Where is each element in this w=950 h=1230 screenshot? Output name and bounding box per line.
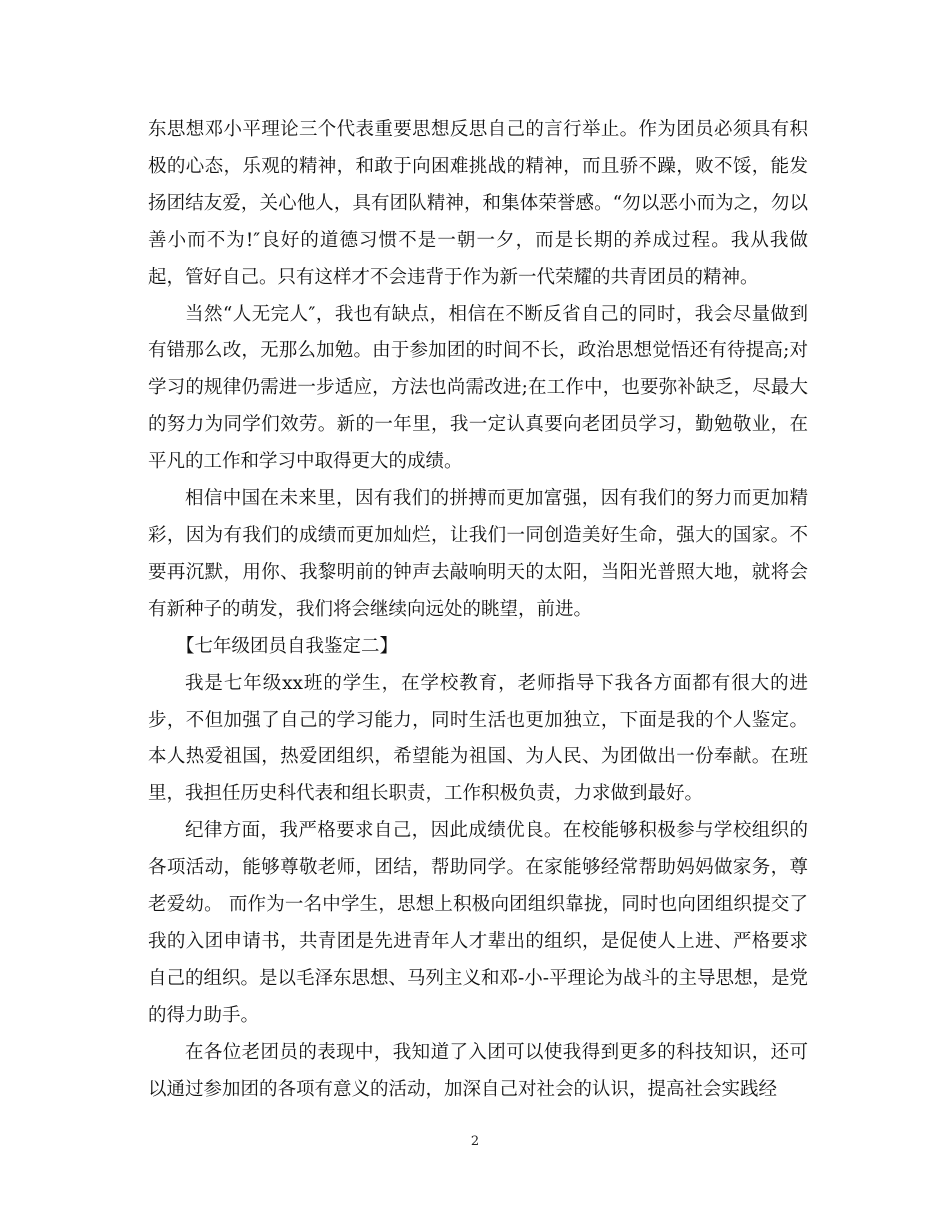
paragraph: 当然“人无完人″，我也有缺点，相信在不断反省自己的同时，我会尽量做到有错那么改，无那么加勉。由于参加团的时间不长，政治思想觉悟还有待提高;对学习的规律仍需进一步适应，方法也尚需改进;在工作中，也要弥补缺乏，尽最大的努力为同学们效劳。新的一年里，我一定认真要向老团员学习，勤勉敬业，在平凡的工作和学习中取得更大的成绩。: [148, 303, 808, 473]
section-heading: 【七年级团员自我鉴定二】: [176, 635, 399, 657]
paragraph: 东思想邓小平理论三个代表重要思想反思自己的言行举止。作为团员必须具有积极的心态，乐观的精神，和敢于向困难挑战的精神，而且骄不躁，败不馁，能发扬团结友爱，关心他人，具有团队精神，和集体荣誉感。“勿以恶小而为之，勿以善小而不为!″良好的道德习惯不是一朝一夕，而是长期的养成过程。我从我做起，管好自己。只有这样才不会违背于作为新一代荣耀的共青团员的精神。: [148, 119, 808, 288]
paragraph: 纪律方面，我严格要求自己，因此成绩优良。在校能够积极参与学校组织的各项活动，能够尊敬老师，团结，帮助同学。在家能够经常帮助妈妈做家务，尊老爱幼。 而作为一名中学生，思想上积极向团组织靠拢，同时也向团组织提交了我的入团申请书，共青团是先进青年人才辈出的组织，是促使人上进、严格要求自己的组织。是以毛泽东思想、马列主义和邓-小-平理论为战斗的主导思想，是党的得力助手。: [148, 820, 809, 1026]
paragraph: 相信中国在未来里，因有我们的拼搏而更加富强，因有我们的努力而更加精彩，因为有我们的成绩而更加灿烂，让我们一同创造美好生命，强大的国家。不要再沉默，用你、我黎明前的钟声去敲响明天的太阳，当阳光普照大地，就将会有新种子的萌发，我们将会继续向远处的眺望，前进。: [148, 488, 808, 620]
paragraph: 在各位老团员的表现中，我知道了入团可以使我得到更多的科技知识，还可以通过参加团的各项有意义的活动，加深自己对社会的认识，提高社会实践经: [148, 1041, 808, 1100]
page-number: 2: [470, 1134, 480, 1149]
document-body: [148, 112, 808, 1108]
paragraph: 我是七年级xx班的学生，在学校教育，老师指导下我各方面都有很大的进步，不但加强了自己的学习能力，同时生活也更加独立，下面是我的个人鉴定。本人热爱祖国，热爱团组织，希望能为祖国、为人民、为团做出一份奉献。在班里，我担任历史科代表和组长职责，工作积极负责，力求做到最好。: [148, 672, 808, 805]
